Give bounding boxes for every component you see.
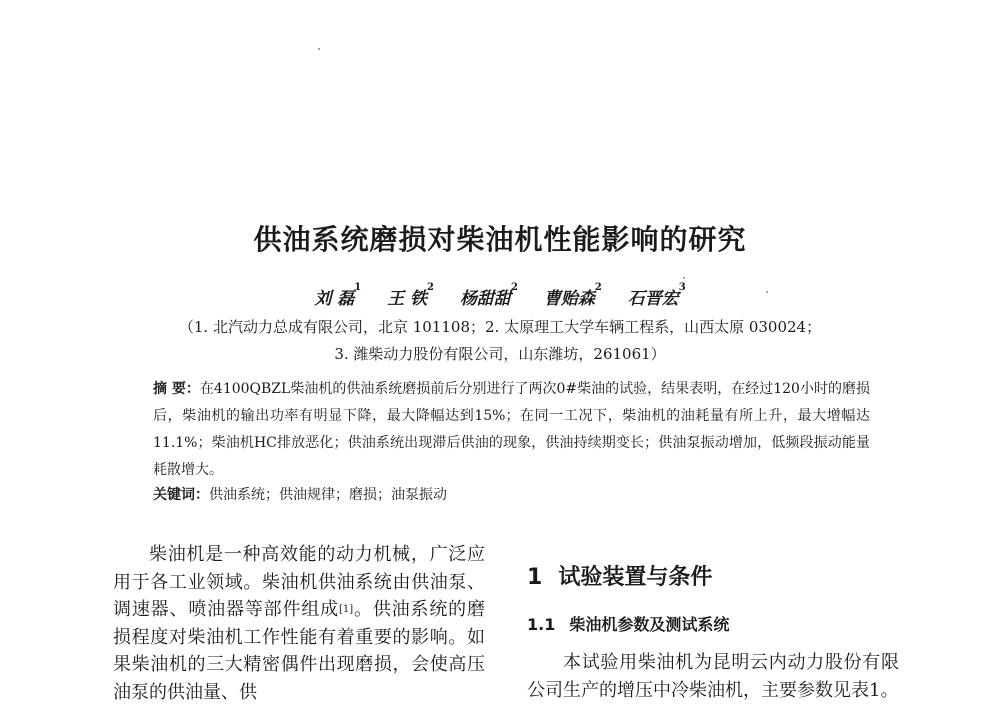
section-number: 1 <box>527 565 543 590</box>
author <box>387 282 435 309</box>
subsection-heading <box>527 612 729 635</box>
scan-speck <box>318 48 320 50</box>
scan-speck <box>766 291 768 293</box>
subsection-number: 1.1 <box>527 615 556 634</box>
author-name: 曹贻森 <box>543 289 595 309</box>
keywords <box>153 484 870 504</box>
author-affil-mark: 2 <box>594 282 602 293</box>
author <box>543 282 602 309</box>
author-affil-mark: 2 <box>427 282 435 293</box>
affiliation-line-2: 3. 潍柴动力股份有限公司，山东潍坊，261061） <box>334 345 666 363</box>
section-title: 试验装置与条件 <box>558 565 713 590</box>
author <box>314 282 362 309</box>
author-name: 杨甜甜 <box>459 289 511 309</box>
scan-speck <box>683 277 685 279</box>
author-affil-mark: 1 <box>354 282 362 293</box>
keywords-label: 关键词： <box>153 487 209 503</box>
intro-text: 柴油机是一种高效能的动力机械，广泛应用于各工业领域。柴油机供油系统由供油泵、调速器、喷油器等部件组成 <box>113 544 485 620</box>
abstract-text: 在4100QBZL柴油机的供油系统磨损前后分别进行了两次0#柴油的试验，结果表明，在经过120小时的磨损后，柴油机的输出功率有明显下降，最大降幅达到15%；在同一工况下，柴油机的油耗量有所上升，最大增幅达11.1%；柴油机HC排放恶化；供油系统出现滞后供油的现象，供油持续期变长；供油泵振动增加，低频段振动能量耗散增大。 <box>153 381 870 478</box>
author-affil-mark: 2 <box>510 282 518 293</box>
subsection-paragraph: 本试验用柴油机为昆明云内动力股份有限公司生产的增压中冷柴油机，主要参数见表1。 <box>527 652 899 701</box>
abstract <box>153 376 870 484</box>
intro-paragraph <box>113 541 485 706</box>
citation-ref: [1] <box>339 604 354 615</box>
section-heading <box>527 560 712 591</box>
abstract-label: 摘 要： <box>153 381 200 397</box>
paper-title: 供油系统磨损对柴油机性能影响的研究 <box>253 223 747 256</box>
author-name: 王 铁 <box>387 289 428 309</box>
intro-text-continued: 。供油系统的磨损程度对柴油机工作性能有着重要的影响。如果柴油机的三大精密偶件出现磨损，会使高压油泵的供油量、供 <box>113 599 486 703</box>
subsection-title: 柴油机参数及测试系统 <box>569 615 730 634</box>
author <box>459 282 518 309</box>
author <box>627 282 686 309</box>
affiliation-line-1: （1. 北汽动力总成有限公司，北京 101108；2. 太原理工大学车辆工程系，山西太原 030024； <box>178 318 822 336</box>
author-list <box>0 284 1000 309</box>
author-name: 刘 磊 <box>314 289 355 309</box>
author-affil-mark: 3 <box>678 282 686 293</box>
keywords-text: 供油系统；供油规律；磨损；油泵振动 <box>209 487 447 503</box>
author-name: 石晋宏 <box>627 289 679 309</box>
